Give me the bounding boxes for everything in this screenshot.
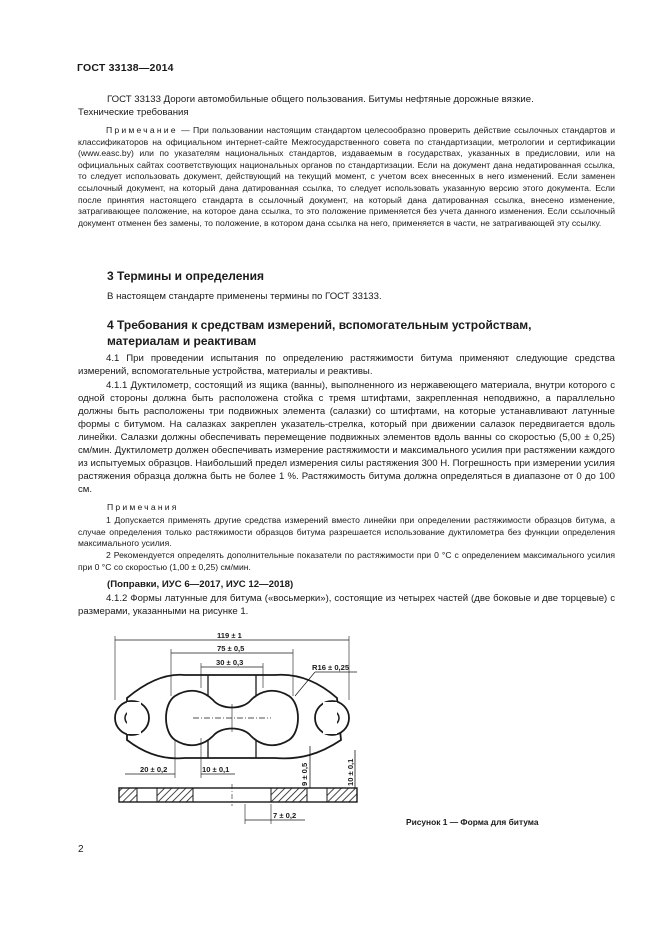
dim-total: 119 ± 1 bbox=[217, 631, 242, 640]
notes-label: Примечания bbox=[107, 502, 179, 512]
figure-bitumen-mold bbox=[105, 628, 385, 828]
ref-gost-33133-line1: ГОСТ 33133 Дороги автомобильные общего пользования. Битумы нефтяные дорожные вязкие. bbox=[107, 94, 534, 105]
note-main-label: Примечание bbox=[106, 125, 178, 135]
note-main bbox=[78, 125, 615, 229]
amendments: (Поправки, ИУС 6—2017, ИУС 12—2018) bbox=[107, 579, 294, 590]
section-4-title-line2: материалам и реактивам bbox=[107, 334, 257, 348]
dim-mid: 75 ± 0,5 bbox=[217, 644, 245, 653]
paragraph-4-1-1: 4.1.1 Дуктилометр, состоящий из ящика (ванны), выполненного из нержавеющего материала, внутри которого с одной стороны должна быть расположена стойка с тремя штифтами, закрепленная неподвижно, а параллельно должны быть расположены три подвижных элемента (салазки) со штифтами, на которые устанавливают латунные формы с битумом. На салазках закреплен указатель-стрелка, который при движении салазок передвигается вдоль линейки. Салазки должны обеспечивать перемещение подвижных элементов вдоль ванны со скоростью (5,00 ± 0,25) см/мин. Дуктилометр должен обеспечивать измерение растяжимости и максимального усилия при растяжении каждого из испытуемых образцов. Наибольший предел измерения силы растяжения 300 Н. Погрешность при измерении усилия растяжения образца должна быть не более 1 %. Растяжимость битума должна определяться в диапазоне от 0 до 100 см. bbox=[78, 380, 615, 495]
page-number: 2 bbox=[78, 844, 84, 855]
document-header: ГОСТ 33138—2014 bbox=[77, 62, 174, 74]
dim-left-width: 20 ± 0,2 bbox=[140, 765, 168, 774]
note-1: 1 Допускается применять другие средства измерений вместо линейки при определении растяжимости образцов битума, а случае определения только растяжимости образцов битума разрешается использование дуктилометра без функции определения максимального усилия. bbox=[78, 515, 615, 549]
dim-inner: 30 ± 0,3 bbox=[216, 658, 244, 667]
dim-height-small: 9 ± 0,5 bbox=[300, 762, 309, 786]
dim-height-right: 10 ± 0,1 bbox=[346, 758, 355, 786]
dim-neck: 10 ± 0,1 bbox=[202, 765, 230, 774]
dim-radius: R16 ± 0,25 bbox=[312, 663, 350, 672]
paragraph-4-1-2: 4.1.2 Формы латунные для битума («восьмерки»), состоящие из четырех частей (две боковые и две торцевые) с размерами, указанными на рисунке 1. bbox=[78, 593, 615, 617]
note-2: 2 Рекомендуется определять дополнительные показатели по растяжимости при 0 °С с определением максимального усилия при 0 °С со скоростью (1,00 ± 0,25) см/мин. bbox=[78, 550, 615, 572]
section-3-text: В настоящем стандарте применены термины по ГОСТ 33133. bbox=[107, 291, 382, 302]
dim-thickness: 7 ± 0,2 bbox=[273, 811, 297, 820]
section-4-title-line1: 4 Требования к средствам измерений, вспомогательным устройствам, bbox=[107, 318, 532, 332]
mold-section bbox=[119, 788, 357, 802]
paragraph-4-1: 4.1 При проведении испытания по определению растяжимости битума применяют следующие средства измерений, вспомогательные устройства, материалы и реактивы. bbox=[78, 353, 615, 377]
ref-gost-33133-line2: Технические требования bbox=[78, 107, 189, 118]
figure-caption: Рисунок 1 — Форма для битума bbox=[406, 817, 539, 827]
section-3-title: 3 Термины и определения bbox=[107, 269, 265, 283]
note-main-text: — При пользовании настоящим стандартом целесообразно проверить действие ссылочных стандартов и классификаторов на официальном интернет-сайте Межгосударственного совета по стандартизации, метрологии и сертификации (www.easc.by) или по указателям национальных стандартов, издаваемым в государствах, указанных в предисловии, или на официальных сайтах соответствующих национальных органов по стандартизации. Если на документ дана недатированная ссылка, то следует использовать документ, действующий на текущий момент, с учетом всех внесенных в него изменений. Если заменен ссылочный документ, на который дана датированная ссылка, то следует использовать указанную версию этого документа. Если после принятия настоящего стандарта в ссылочный документ, на который дана датированная ссылка, внесено изменение, затрагивающее положение, на которое дана ссылка, то это положение применяется без учета данного изменения. Если ссылочный документ отменен без замены, то положение, в котором дана ссылка на него, применяется в части, не затрагивающей эту ссылку. bbox=[78, 125, 615, 228]
